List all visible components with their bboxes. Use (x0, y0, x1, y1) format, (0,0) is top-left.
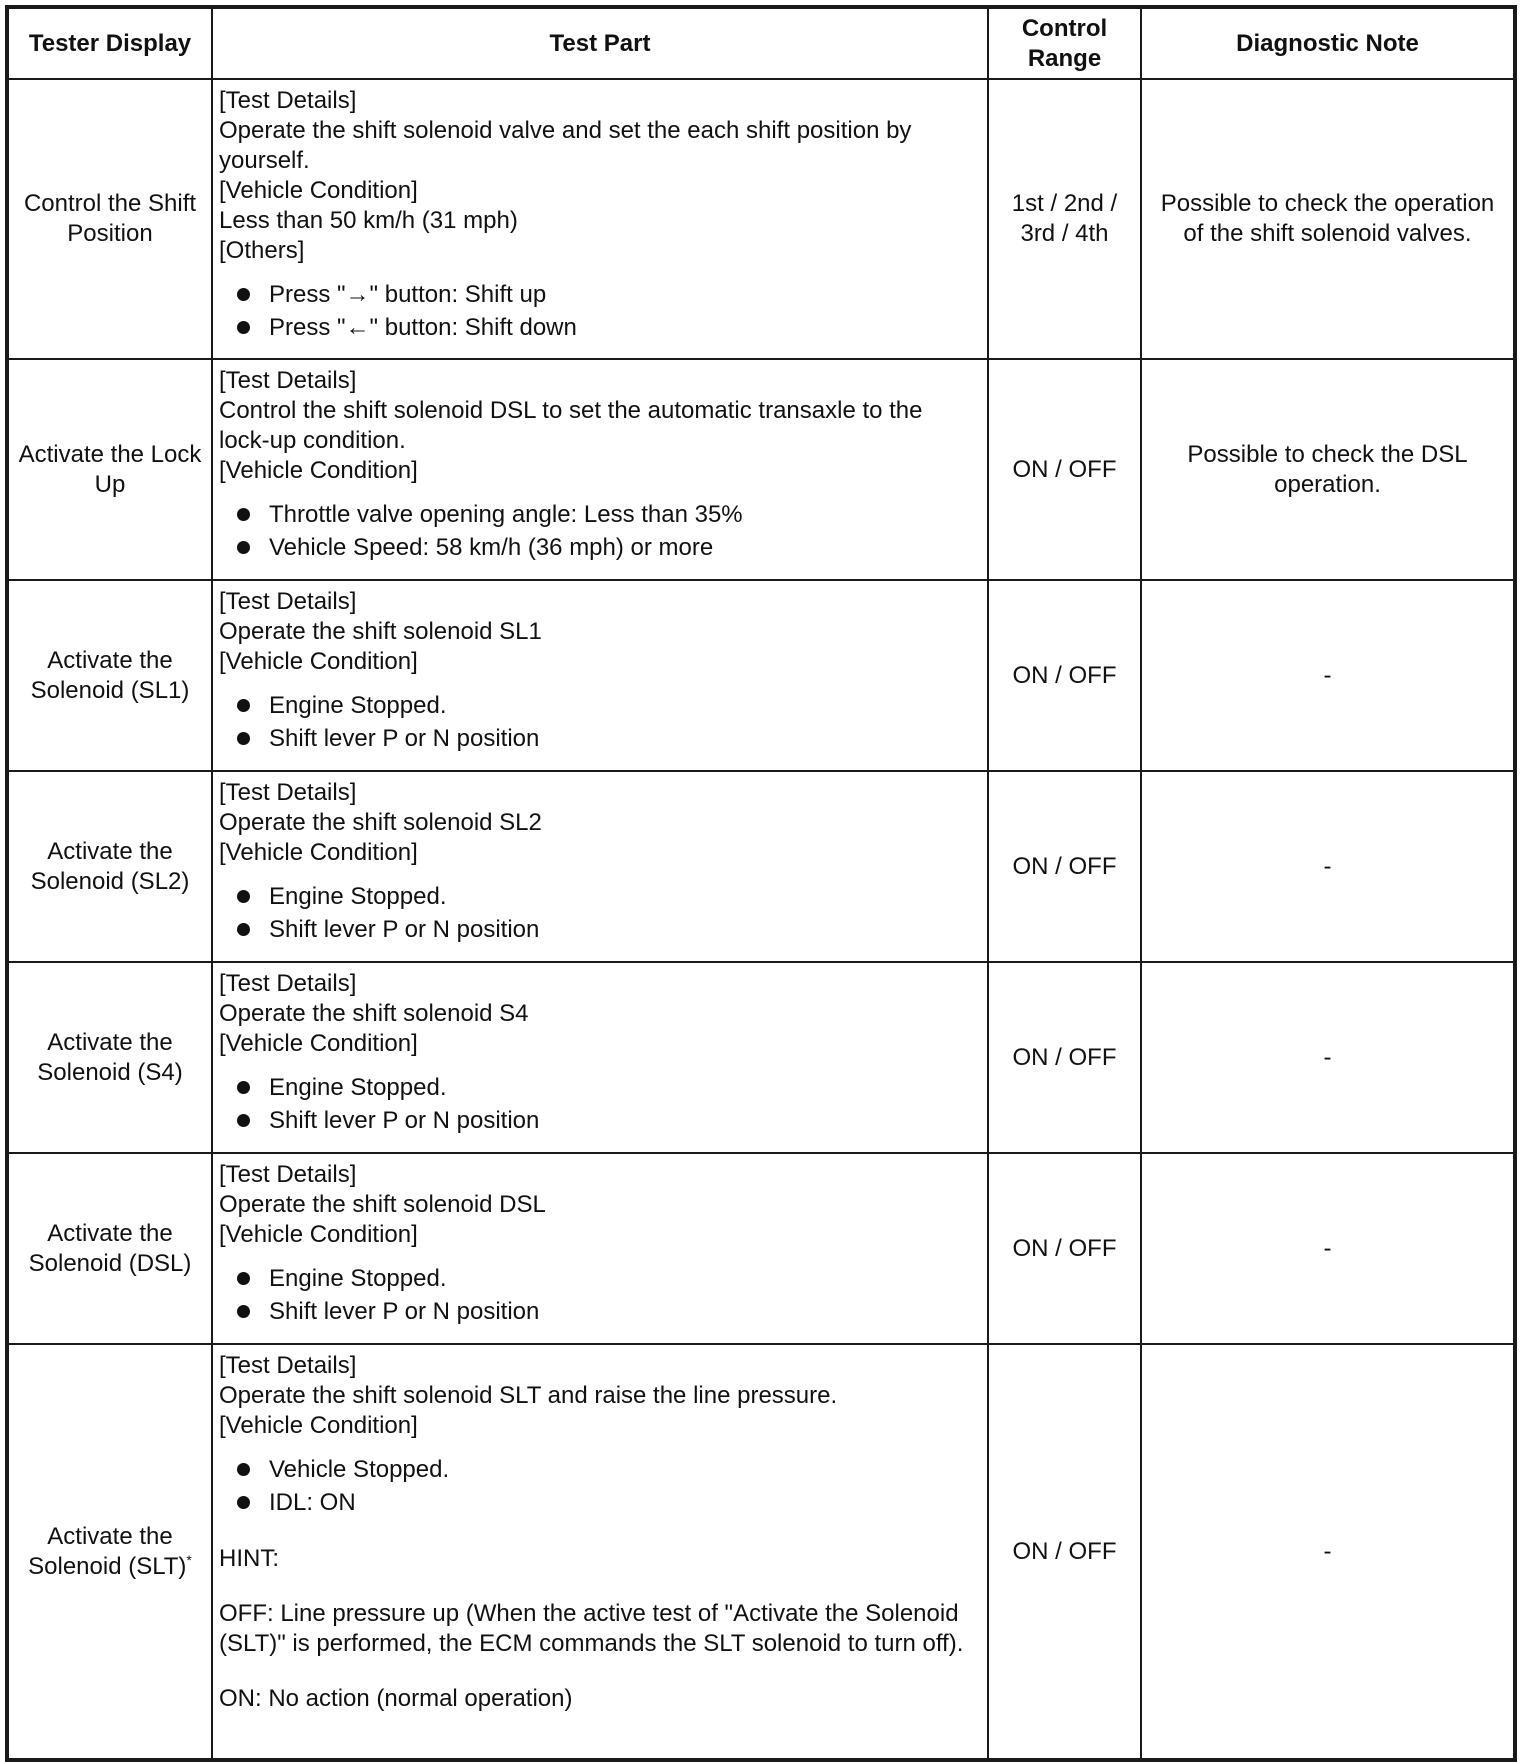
list-item-text: Press "→" button: Shift up (269, 281, 547, 308)
condition-list (219, 1262, 979, 1328)
active-test-table-container (5, 5, 1517, 1762)
diagnostic-note-line: of the shift solenoid valves. (1183, 220, 1472, 247)
test-part-line: [Vehicle Condition] (219, 177, 418, 204)
list-item (237, 1453, 979, 1486)
test-part-line: Operate the shift solenoid SLT and raise the line pressure. (219, 1382, 838, 1409)
condition-list (219, 1453, 979, 1519)
bullet-dot-icon (237, 288, 250, 301)
list-item (237, 1262, 979, 1295)
test-part-cell (212, 359, 988, 580)
header-control-range (988, 7, 1141, 79)
tester-display-cell (7, 1153, 212, 1344)
header-diagnostic-note: Diagnostic Note (1141, 7, 1515, 79)
test-part-line: [Test Details] (219, 1161, 357, 1188)
condition-list (219, 1071, 979, 1137)
list-item (237, 1295, 979, 1328)
test-part-line: [Test Details] (219, 588, 357, 615)
test-part-line: Operate the shift solenoid DSL (219, 1191, 546, 1218)
list-item-text: Engine Stopped. (269, 692, 447, 719)
hint-off-text: OFF: Line pressure up (When the active test of "Activate the Solenoid (SLT)" is performed, the ECM commands the SLT solenoid to turn off). (219, 1600, 964, 1657)
header-control-range-line2: Range (1027, 44, 1102, 72)
list-item-text: Vehicle Speed: 58 km/h (36 mph) or more (269, 534, 714, 561)
header-row (7, 7, 1515, 79)
list-item-text: Shift lever P or N position (269, 725, 540, 752)
bullet-dot-icon (237, 1305, 250, 1318)
test-part-line: [Test Details] (219, 1352, 357, 1379)
tester-display-line: Solenoid (S4) (37, 1058, 183, 1086)
tester-display-line: Solenoid (SL2) (30, 867, 190, 895)
list-item-text: Shift lever P or N position (269, 916, 540, 943)
list-item (237, 311, 979, 344)
bullet-dot-icon (237, 1463, 250, 1476)
list-item (237, 531, 979, 564)
test-part-cell (212, 1153, 988, 1344)
diagnostic-note-cell: - (1141, 962, 1515, 1153)
bullet-dot-icon (237, 890, 250, 903)
list-item (237, 722, 979, 755)
table-row (7, 580, 1515, 771)
tester-display-line: Activate the (47, 646, 173, 674)
list-item (237, 913, 979, 946)
diagnostic-note-line: Possible to check the DSL (1187, 440, 1468, 468)
table-row (7, 79, 1515, 359)
control-range-cell: ON / OFF (988, 962, 1141, 1153)
diagnostic-note-cell: - (1141, 1344, 1515, 1760)
bullet-dot-icon (237, 699, 250, 712)
test-part-line: [Test Details] (219, 87, 357, 114)
tester-display-text: Solenoid (SLT) (28, 1552, 187, 1580)
tester-display-line: Activate the (47, 837, 173, 865)
test-part-cell (212, 79, 988, 359)
diagnostic-note-cell (1141, 359, 1515, 580)
list-item-text: IDL: ON (269, 1489, 356, 1516)
test-part-line: Operate the shift solenoid valve and set the each shift position by yourself. (219, 117, 912, 174)
condition-list (219, 880, 979, 946)
tester-display-line: Solenoid (DSL) (28, 1249, 192, 1277)
diagnostic-note-cell: - (1141, 771, 1515, 962)
control-range-cell: ON / OFF (988, 771, 1141, 962)
hint-label: HINT: (219, 1545, 279, 1572)
bullet-dot-icon (237, 732, 250, 745)
tester-display-cell (7, 79, 212, 359)
control-range-line: 1st / 2nd / (1011, 190, 1118, 217)
list-item-text: Throttle valve opening angle: Less than 35% (269, 501, 743, 528)
table-row (7, 1344, 1515, 1760)
test-part-line: [Vehicle Condition] (219, 1030, 418, 1057)
table-row (7, 1153, 1515, 1344)
list-item-text: Press "←" button: Shift down (269, 314, 577, 341)
bullet-dot-icon (237, 1272, 250, 1285)
hint-on-text: ON: No action (normal operation) (219, 1685, 573, 1712)
test-part-line: [Test Details] (219, 779, 357, 806)
test-part-line: Operate the shift solenoid S4 (219, 1000, 529, 1027)
list-item-text: Shift lever P or N position (269, 1298, 540, 1325)
tester-display-cell (7, 580, 212, 771)
list-item (237, 1071, 979, 1104)
tester-display-line: Activate the (47, 1028, 173, 1056)
condition-list (219, 278, 979, 344)
list-item-text: Vehicle Stopped. (269, 1456, 450, 1483)
bullet-dot-icon (237, 1114, 250, 1127)
tester-display-cell (7, 962, 212, 1153)
bullet-dot-icon (237, 923, 250, 936)
test-part-cell (212, 580, 988, 771)
table-row (7, 962, 1515, 1153)
tester-display-line: Activate the (47, 1219, 173, 1247)
table-row (7, 359, 1515, 580)
bullet-dot-icon (237, 1081, 250, 1094)
tester-display-line: Up (94, 470, 126, 498)
tester-display-line: Activate the (47, 1522, 173, 1550)
tester-display-cell (7, 1344, 212, 1760)
spacer (219, 1519, 979, 1544)
test-part-line: [Test Details] (219, 970, 357, 997)
diagnostic-note-cell: - (1141, 1153, 1515, 1344)
list-item (237, 1104, 979, 1137)
spacer (219, 1574, 979, 1599)
tester-display-line: Control the Shift (23, 190, 197, 217)
header-control-range-line1: Control (1021, 14, 1108, 42)
tester-display-cell (7, 771, 212, 962)
footnote-mark: * (186, 1551, 192, 1568)
tester-display-line (15, 1552, 205, 1582)
header-test-part: Test Part (212, 7, 988, 79)
diagnostic-note-cell (1141, 79, 1515, 359)
condition-list (219, 689, 979, 755)
control-range-cell: ON / OFF (988, 359, 1141, 580)
test-part-line: [Vehicle Condition] (219, 839, 418, 866)
control-range-cell: ON / OFF (988, 1344, 1141, 1760)
bullet-dot-icon (237, 1496, 250, 1509)
list-item-text: Engine Stopped. (269, 883, 447, 910)
bullet-dot-icon (237, 541, 250, 554)
list-item (237, 689, 979, 722)
test-part-line: [Vehicle Condition] (219, 457, 418, 484)
list-item-text: Engine Stopped. (269, 1265, 447, 1292)
test-part-cell (212, 771, 988, 962)
spacer (219, 1659, 979, 1684)
test-part-line: [Test Details] (219, 367, 357, 394)
header-tester-display: Tester Display (7, 7, 212, 79)
test-part-line: Operate the shift solenoid SL2 (219, 809, 542, 836)
list-item-text: Shift lever P or N position (269, 1107, 540, 1134)
tester-display-cell (7, 359, 212, 580)
bullet-dot-icon (237, 508, 250, 521)
control-range-cell: ON / OFF (988, 1153, 1141, 1344)
diagnostic-note-line: operation. (1274, 470, 1381, 498)
control-range-cell: ON / OFF (988, 580, 1141, 771)
test-part-cell (212, 962, 988, 1153)
control-range-line: 3rd / 4th (1020, 220, 1109, 247)
tester-display-line: Solenoid (SL1) (30, 676, 190, 704)
list-item (237, 880, 979, 913)
condition-list (219, 498, 979, 564)
test-part-line: Less than 50 km/h (31 mph) (219, 207, 518, 234)
list-item (237, 498, 979, 531)
control-range-cell (988, 79, 1141, 359)
test-part-cell (212, 1344, 988, 1760)
test-part-line: Control the shift solenoid DSL to set the automatic transaxle to the lock-up condition. (219, 397, 923, 454)
tester-display-line: Activate the Lock (18, 440, 202, 468)
tester-display-line: Position (67, 220, 153, 247)
test-part-line: Operate the shift solenoid SL1 (219, 618, 542, 645)
test-part-line: [Vehicle Condition] (219, 1221, 418, 1248)
test-part-line: [Vehicle Condition] (219, 1412, 418, 1439)
diagnostic-note-line: Possible to check the operation (1160, 190, 1495, 217)
test-part-line: [Vehicle Condition] (219, 648, 418, 675)
test-part-line: [Others] (219, 237, 305, 264)
list-item (237, 278, 979, 311)
diagnostic-note-cell: - (1141, 580, 1515, 771)
bullet-dot-icon (237, 321, 250, 334)
active-test-table (5, 5, 1517, 1762)
list-item-text: Engine Stopped. (269, 1074, 447, 1101)
list-item (237, 1486, 979, 1519)
table-row (7, 771, 1515, 962)
